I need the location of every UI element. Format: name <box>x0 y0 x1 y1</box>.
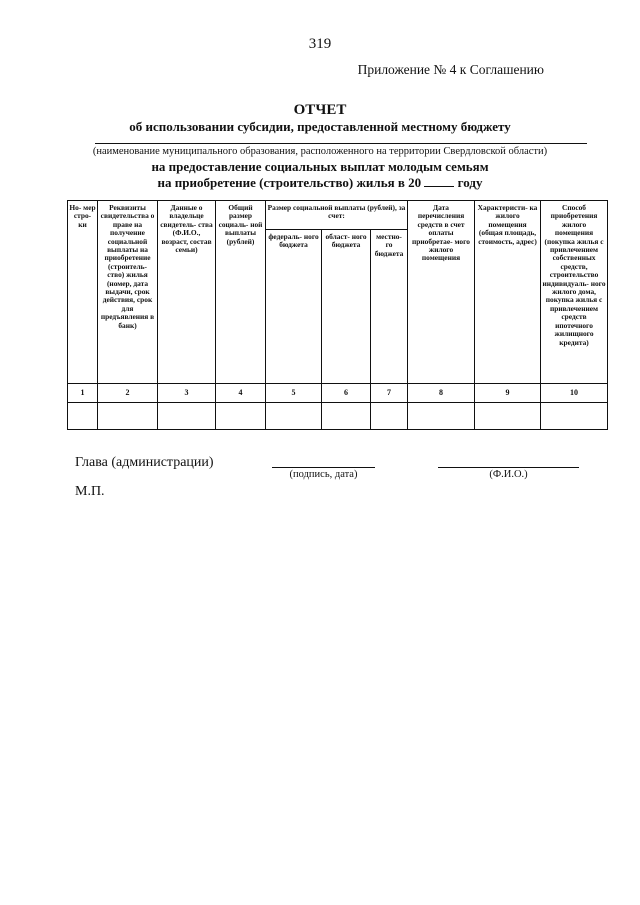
column-number: 4 <box>216 384 266 403</box>
header-acquisition-method: Способ приобретения жилого помещения (покупка жилья с привлечением собственных средств, строительство индивидуаль- ного жилого дома, покупка жилья с привлечением средств ипотечного жилищного кредита) <box>541 201 608 384</box>
report-table <box>67 200 608 430</box>
header-owner-data: Данные о владельце свидетель- ства (Ф.И.О., возраст, состав семьи) <box>158 201 216 384</box>
header-payment-breakdown: Размер социальной выплаты (рублей), за счет: <box>266 201 408 230</box>
empty-cell <box>68 403 98 430</box>
header-total-amount: Общий размер социаль- ной выплаты (рублей) <box>216 201 266 384</box>
document-subtitle: об использовании субсидии, предоставленной местному бюджету <box>129 119 511 134</box>
header-housing-characteristics: Характеристи- ка жилого помещения (общая площадь, стоимость, адрес) <box>475 201 541 384</box>
header-row-number: Но- мер стро- ки <box>68 201 98 384</box>
page-number: 319 <box>308 36 332 52</box>
column-number: 9 <box>475 384 541 403</box>
stamp-label: М.П. <box>75 484 105 499</box>
column-number: 2 <box>98 384 158 403</box>
name-line <box>438 467 579 468</box>
table-header-row <box>68 201 608 230</box>
appendix-label: Приложение № 4 к Соглашению <box>357 62 544 77</box>
signature-line <box>272 467 375 468</box>
empty-cell <box>98 403 158 430</box>
empty-cell <box>322 403 371 430</box>
empty-cell <box>266 403 322 430</box>
header-federal-budget: федераль- ного бюджета <box>266 230 322 384</box>
column-number: 5 <box>266 384 322 403</box>
column-number: 3 <box>158 384 216 403</box>
column-number: 10 <box>541 384 608 403</box>
municipality-line <box>95 143 587 144</box>
empty-cell <box>541 403 608 430</box>
header-certificate-details: Реквизиты свидетельства о праве на получение социальной выплаты на приобретение (строитель- ство) жилья (номер, дата выдачи, срок действия, срок для предъявления в банк) <box>98 201 158 384</box>
signature-label: Глава (администрации) <box>75 455 214 470</box>
column-number-row <box>68 384 608 403</box>
purpose-line-2-start: на приобретение (строительство) жилья в 20 <box>157 175 422 190</box>
purpose-line-2-end: году <box>457 175 483 190</box>
header-transfer-date: Дата перечисления средств в счет оплаты приобретае- мого жилого помещения <box>408 201 475 384</box>
column-number: 6 <box>322 384 371 403</box>
empty-cell <box>216 403 266 430</box>
purpose-line-2 <box>0 174 640 191</box>
purpose-line-1: на предоставление социальных выплат молодым семьям <box>151 159 489 174</box>
empty-cell <box>158 403 216 430</box>
header-local-budget: местно- го бюджета <box>371 230 408 384</box>
empty-data-row <box>68 403 608 430</box>
column-number: 1 <box>68 384 98 403</box>
signature-caption: (подпись, дата) <box>289 469 358 480</box>
municipality-hint: (наименование муниципального образования, расположенного на территории Свердловской области) <box>92 146 548 157</box>
column-number: 7 <box>371 384 408 403</box>
empty-cell <box>475 403 541 430</box>
column-number: 8 <box>408 384 475 403</box>
year-blank <box>424 174 454 187</box>
empty-cell <box>371 403 408 430</box>
document-title: ОТЧЕТ <box>293 102 347 118</box>
empty-cell <box>408 403 475 430</box>
header-regional-budget: област- ного бюджета <box>322 230 371 384</box>
name-caption: (Ф.И.О.) <box>489 469 528 480</box>
